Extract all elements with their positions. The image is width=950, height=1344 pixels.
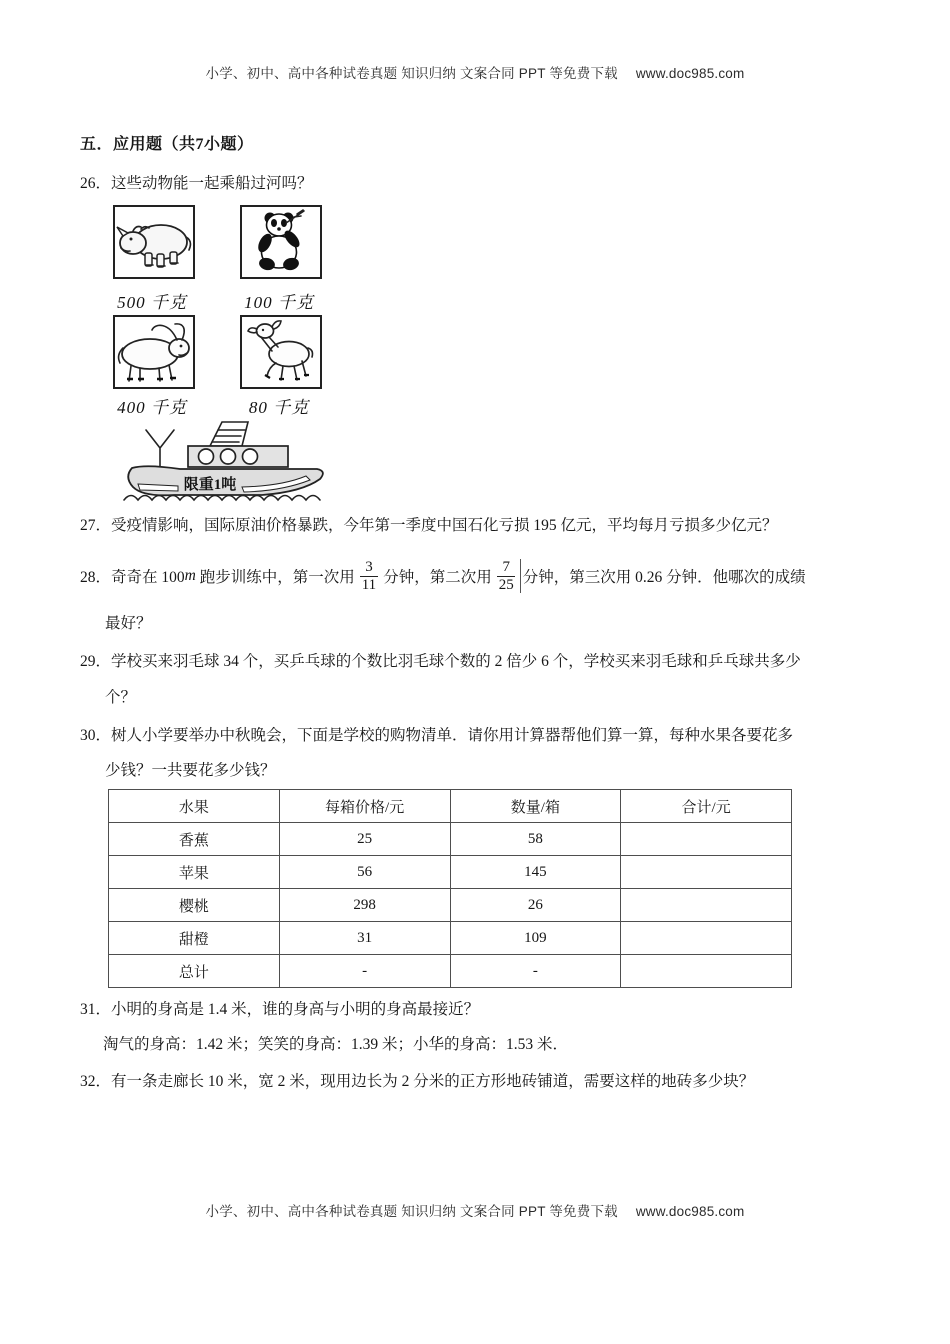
buffalo-icon xyxy=(115,317,193,387)
panda-weight-label: 100 千克 xyxy=(244,293,314,312)
page-header xyxy=(0,62,950,82)
table-row-total xyxy=(109,955,792,988)
q28-seg3: 分钟，第二次用 xyxy=(383,569,492,586)
question-31-line2: 淘气的身高：1.42 米；笑笑的身高：1.39 米；小华的身高：1.53 米． xyxy=(103,1036,569,1053)
rhino-weight-label: 500 千克 xyxy=(117,293,187,312)
cell-price: 298 xyxy=(279,889,450,922)
cell-fruit: 樱桃 xyxy=(109,889,280,922)
cell-quantity: - xyxy=(450,955,621,988)
question-28-line2: 最好？ xyxy=(105,615,152,632)
table-row xyxy=(109,889,792,922)
header-text: 小学、初中、高中各种试卷真题 知识归纳 文案合同 PPT 等免费下载 xyxy=(205,66,618,81)
cell-total xyxy=(621,823,792,856)
cell-price: 25 xyxy=(279,823,450,856)
boat-limit-label: 限重1吨 xyxy=(183,477,237,493)
fraction-numerator: 7 xyxy=(497,559,515,577)
rhino-image-box xyxy=(113,205,195,279)
cell-price: - xyxy=(279,955,450,988)
buffalo-image-box xyxy=(113,315,195,389)
question-31-line1: 31．小明的身高是 1.4 米，谁的身高与小明的身高最接近？ xyxy=(80,1001,480,1018)
question-29-line2: 个？ xyxy=(105,689,137,706)
cell-quantity: 145 xyxy=(450,856,621,889)
header-quantity: 数量/箱 xyxy=(450,790,621,823)
cell-total xyxy=(621,889,792,922)
header-site-url: www.doc985.com xyxy=(635,66,745,81)
lamb-image-box xyxy=(240,315,322,389)
question-28-line1 xyxy=(80,548,806,604)
header-total: 合计/元 xyxy=(621,790,792,823)
q28-variable-m: m xyxy=(184,567,196,584)
lamb-weight-label: 80 千克 xyxy=(248,398,310,417)
q28-seg1: 28．奇奇在 100 xyxy=(80,569,185,586)
q28-seg2: 跑步训练中，第一次用 xyxy=(195,569,355,586)
shopping-list-table xyxy=(108,789,792,988)
question-30-line1: 30．树人小学要举办中秋晚会，下面是学校的购物清单．请你用计算器帮他们算一算，每种水果各要花多 xyxy=(80,727,794,744)
question-29-line1: 29．学校买来羽毛球 34 个，买乒乓球的个数比羽毛球个数的 2 倍少 6 个，学校买来羽毛球和乒乓球共多少 xyxy=(80,653,801,670)
q28-seg4: 分钟，第三次用 0.26 分钟．他哪次的成绩 xyxy=(522,569,806,586)
fraction-numerator: 3 xyxy=(360,559,378,577)
cell-quantity: 109 xyxy=(450,922,621,955)
footer-site-url: www.doc985.com xyxy=(635,1204,745,1219)
fraction-3-11 xyxy=(357,559,381,594)
table-row xyxy=(109,823,792,856)
cell-quantity: 26 xyxy=(450,889,621,922)
fraction-denominator: 11 xyxy=(361,576,377,593)
question-27-text: 27．受疫情影响，国际原油价格暴跌，今年第一季度中国石化亏损 195 亿元，平均每月亏损多少亿元？ xyxy=(80,517,778,534)
panda-image-box xyxy=(240,205,322,279)
cell-total xyxy=(621,922,792,955)
lamb-icon xyxy=(242,317,320,387)
cell-price: 31 xyxy=(279,922,450,955)
boat-figure xyxy=(122,418,332,511)
cell-fruit: 香蕉 xyxy=(109,823,280,856)
cell-price: 56 xyxy=(279,856,450,889)
header-price-per-box: 每箱价格/元 xyxy=(279,790,450,823)
fraction-7-25 xyxy=(494,559,521,594)
question-26-text: 26．这些动物能一起乘船过河吗？ xyxy=(80,175,313,192)
question-30-line2: 少钱？一共要花多少钱？ xyxy=(105,762,276,779)
cell-total xyxy=(621,955,792,988)
question-32-text: 32．有一条走廊长 10 米，宽 2 米，现用边长为 2 分米的正方形地砖铺道，需要这样的地砖多少块？ xyxy=(80,1073,755,1090)
table-row xyxy=(109,922,792,955)
rhino-icon xyxy=(115,207,193,277)
buffalo-weight-label: 400 千克 xyxy=(117,398,187,417)
cell-fruit: 甜橙 xyxy=(109,922,280,955)
boat-icon xyxy=(122,418,332,506)
footer-text: 小学、初中、高中各种试卷真题 知识归纳 文案合同 PPT 等免费下载 xyxy=(205,1204,618,1219)
page-footer xyxy=(0,1200,950,1220)
cell-fruit: 总计 xyxy=(109,955,280,988)
panda-icon xyxy=(242,207,320,277)
cell-fruit: 苹果 xyxy=(109,856,280,889)
table-header-row xyxy=(109,790,792,823)
fraction-denominator: 25 xyxy=(498,576,514,593)
table-row xyxy=(109,856,792,889)
section-title: 五．应用题（共7小题） xyxy=(80,136,254,153)
cell-total xyxy=(621,856,792,889)
header-fruit: 水果 xyxy=(109,790,280,823)
cell-quantity: 58 xyxy=(450,823,621,856)
